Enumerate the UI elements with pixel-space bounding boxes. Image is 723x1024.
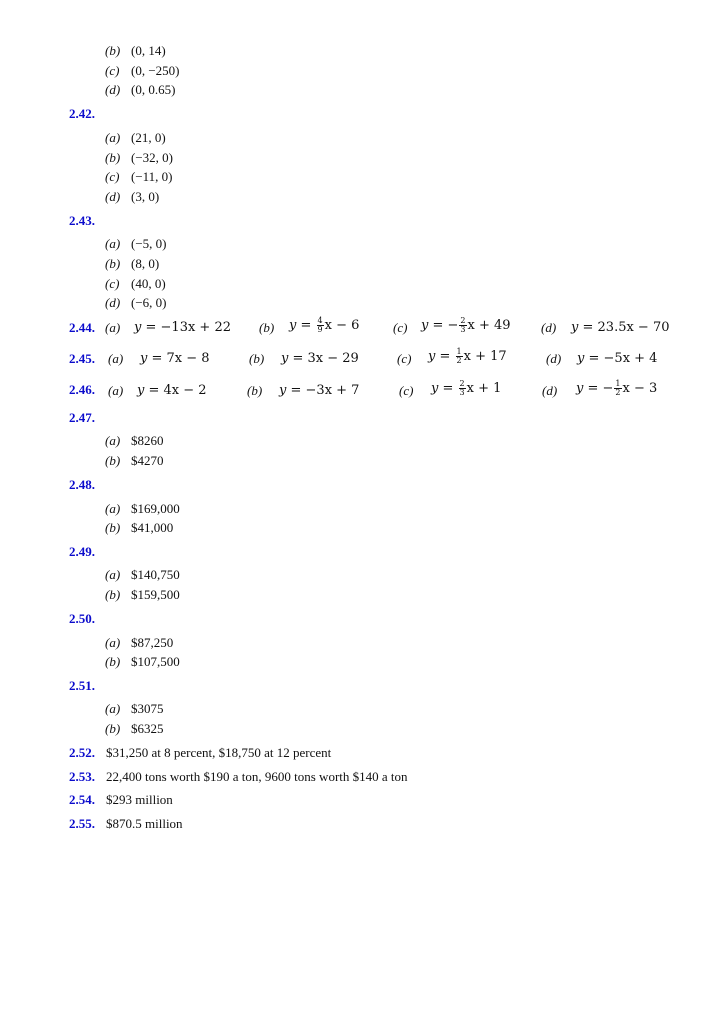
answer-label: (b) (105, 721, 121, 736)
eq-rhs: = 3x − 29 (292, 351, 359, 366)
eq-post: x − 6 (324, 318, 360, 333)
eq-lhs: y (140, 351, 148, 366)
answer-label: (d) (542, 383, 558, 398)
answer-value: $41,000 (131, 520, 174, 535)
equation (428, 348, 507, 365)
answer-label: (a) (105, 701, 121, 716)
answer-value: (−5, 0) (131, 236, 167, 251)
problem-number: 2.49. (69, 544, 95, 559)
answer-value: (21, 0) (131, 130, 166, 145)
problem-number: 2.46. (69, 382, 95, 397)
answer-text: $293 million (106, 792, 173, 807)
equation (134, 320, 231, 335)
answer-label: (b) (105, 654, 121, 669)
answer-label: (c) (105, 63, 120, 78)
equation (281, 351, 359, 366)
answer-value: (−6, 0) (131, 295, 167, 310)
fraction (459, 317, 466, 334)
answer-value: $4270 (131, 453, 164, 468)
fraction (614, 380, 621, 397)
problem-number: 2.42. (69, 106, 95, 121)
answer-label: (c) (105, 169, 120, 184)
denominator: 3 (459, 388, 465, 397)
problem-number: 2.53. (69, 769, 95, 784)
answer-label: (b) (105, 453, 121, 468)
problem-number: 2.43. (69, 213, 95, 228)
fraction (456, 348, 463, 365)
answer-value: (−11, 0) (131, 169, 173, 184)
eq-rhs: = 23.5x − 70 (582, 320, 670, 335)
problem-number: 2.51. (69, 678, 95, 693)
answer-value: (0, 0.65) (131, 82, 176, 97)
answer-text: 22,400 tons worth $190 a ton, 9600 tons worth $140 a ton (106, 769, 408, 784)
problem-number: 2.45. (69, 351, 95, 366)
answer-label: (d) (546, 351, 562, 366)
denominator: 2 (615, 388, 621, 397)
answer-label: (c) (105, 276, 120, 291)
equation (577, 351, 657, 366)
eq-post: x + 17 (463, 349, 507, 364)
eq-rhs: = −5x + 4 (588, 351, 658, 366)
eq-rhs: = −13x + 22 (145, 320, 231, 335)
problem-number: 2.47. (69, 410, 95, 425)
equation (279, 383, 359, 398)
answer-label: (a) (105, 236, 121, 251)
numerator: 2 (459, 379, 465, 388)
denominator: 3 (460, 325, 466, 334)
equation (431, 380, 501, 397)
answer-label: (b) (105, 150, 121, 165)
eq-pre: = − (432, 318, 459, 333)
answer-value: (0, −250) (131, 63, 180, 78)
answer-value: $8260 (131, 433, 164, 448)
equation (289, 317, 359, 334)
problem-number: 2.55. (69, 816, 95, 831)
answer-label: (c) (397, 351, 412, 366)
answer-label: (b) (105, 520, 121, 535)
answer-value: $159,500 (131, 587, 180, 602)
answer-label: (b) (259, 320, 275, 335)
eq-lhs: y (134, 320, 142, 335)
numerator: 4 (317, 316, 323, 325)
answer-value: $169,000 (131, 501, 180, 516)
answer-label: (a) (105, 320, 121, 335)
eq-post: x + 1 (466, 381, 502, 396)
equation (137, 383, 207, 398)
problem-number: 2.54. (69, 792, 95, 807)
answer-label: (a) (105, 501, 121, 516)
answer-label: (b) (105, 587, 121, 602)
eq-lhs: y (576, 381, 584, 396)
eq-lhs: y (428, 349, 436, 364)
answer-label: (b) (105, 256, 121, 271)
answer-label: (b) (247, 383, 263, 398)
eq-lhs: y (281, 351, 289, 366)
numerator: 1 (456, 347, 462, 356)
answer-label: (b) (249, 351, 265, 366)
eq-pre: = (439, 349, 451, 364)
eq-lhs: y (431, 381, 439, 396)
problem-number: 2.52. (69, 745, 95, 760)
eq-pre: = (300, 318, 312, 333)
problem-number: 2.44. (69, 320, 95, 335)
numerator: 2 (460, 316, 466, 325)
answer-value: $3075 (131, 701, 164, 716)
answer-label: (a) (108, 351, 124, 366)
equation (576, 380, 657, 397)
answer-value: $6325 (131, 721, 164, 736)
answer-label: (d) (105, 82, 121, 97)
denominator: 9 (317, 325, 323, 334)
fraction (317, 317, 324, 334)
equation (140, 351, 210, 366)
answer-value: $107,500 (131, 654, 180, 669)
answer-label: (a) (105, 567, 121, 582)
answer-value: (−32, 0) (131, 150, 173, 165)
answer-label: (d) (105, 189, 121, 204)
eq-rhs: = 7x − 8 (151, 351, 210, 366)
eq-lhs: y (421, 318, 429, 333)
numerator: 1 (615, 379, 621, 388)
answer-value: (40, 0) (131, 276, 166, 291)
eq-lhs: y (571, 320, 579, 335)
answer-label: (d) (105, 295, 121, 310)
answer-value: $140,750 (131, 567, 180, 582)
eq-post: x − 3 (622, 381, 658, 396)
answer-value: (8, 0) (131, 256, 160, 271)
problem-number: 2.50. (69, 611, 95, 626)
eq-lhs: y (279, 383, 287, 398)
answer-label: (a) (105, 635, 121, 650)
answer-label: (c) (399, 383, 414, 398)
answer-label: (a) (105, 130, 121, 145)
fraction (459, 380, 466, 397)
answer-label: (b) (105, 43, 121, 58)
denominator: 2 (456, 356, 462, 365)
answer-label: (c) (393, 320, 408, 335)
problem-number: 2.48. (69, 477, 95, 492)
eq-lhs: y (577, 351, 585, 366)
answer-text: $31,250 at 8 percent, $18,750 at 12 percent (106, 745, 332, 760)
eq-lhs: y (289, 318, 297, 333)
answer-value: (3, 0) (131, 189, 160, 204)
eq-lhs: y (137, 383, 145, 398)
answer-label: (d) (541, 320, 557, 335)
answer-value: $87,250 (131, 635, 174, 650)
eq-pre: = (442, 381, 454, 396)
answer-label: (a) (105, 433, 121, 448)
equation (421, 317, 511, 334)
eq-post: x + 49 (467, 318, 511, 333)
eq-rhs: = 4x − 2 (148, 383, 207, 398)
answer-text: $870.5 million (106, 816, 183, 831)
eq-pre: = − (587, 381, 614, 396)
answer-value: (0, 14) (131, 43, 166, 58)
equation (571, 320, 670, 335)
eq-rhs: = −3x + 7 (290, 383, 360, 398)
answer-label: (a) (108, 383, 124, 398)
